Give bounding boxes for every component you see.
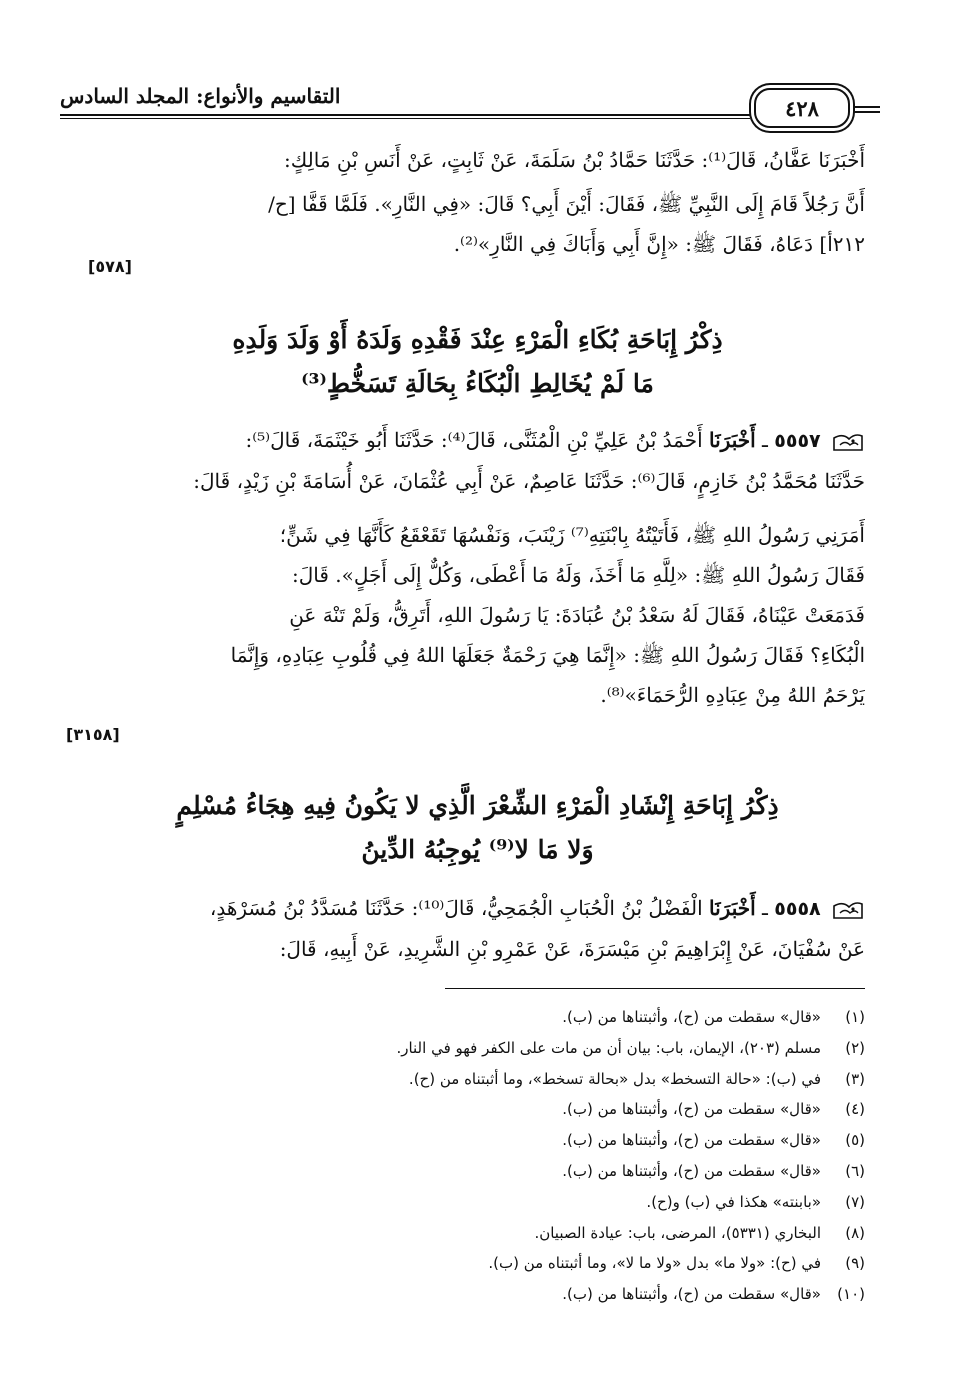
footnote-number: (١٠) (837, 1285, 865, 1304)
footnote (90, 1125, 865, 1156)
isnad-text: الْفَضْلُ بْنُ الْحُبَابِ الْجُمَحِيُّ، قَالَ⁽¹⁰⁾: حَدَّثَنَا مُسَدَّدُ بْنُ مُسَرْهَدٍ، (209, 896, 703, 920)
text-line: فَدَمَعَتْ عَيْنَاهُ، فَقَالَ لَهُ سَعْدُ بْنُ عُبَادَةَ: يَا رَسُولَ اللهِ، أَتَرِقُّ، وَلَمْ تَنْهَ عَنِ (289, 603, 865, 627)
footnote-text: في (ب): «حالة التسخط» بدل «بحالة تسخط»، وما أثبتناه من (ح). (408, 1069, 821, 1088)
footnote-text: «قال» سقطت من (ح)، وأثبتناها من (ب). (562, 1131, 821, 1150)
footnote-text: في (ح): «ولا ما» بدل «ولا ما لا»، وما أثبتناه من (ب). (488, 1254, 821, 1273)
heading-line: ذِكْرُ إِبَاحَةِ بُكَاءِ الْمَرْءِ عِنْدَ فَقْدِهِ وَلَدَهُ أَوْ وَلَدَ وَلَدِهِ (232, 325, 723, 354)
header-rule (852, 111, 880, 113)
footnote-number: (٤) (845, 1100, 865, 1119)
running-header (60, 70, 880, 130)
footnote (90, 1187, 865, 1218)
footnote-text: «قال» سقطت من (ح)، وأثبتناها من (ب). (562, 1100, 821, 1119)
text-line: أَخْبَرَنَا عَفَّانُ، قَالَ⁽¹⁾: حَدَّثَنَا حَمَّادُ بْنُ سَلَمَةَ، عَنْ ثَابِتٍ، عَنْ أَنَسِ بْنِ مَالِكٍ: (284, 148, 865, 172)
text-line: ٥٥٥٧ ـ أَخْبَرَنَا أَحْمَدُ بْنُ عَلِيِّ بْنِ الْمُثَنَّى، قَالَ⁽⁴⁾: حَدَّثَنَا أَبُو خَيْثَمَةَ، قَالَ⁽⁵⁾: (90, 420, 865, 461)
hadith-isnad (90, 420, 865, 501)
text-line: فَقَالَ رَسُولُ اللهِ ﷺ: «لِلَّهِ مَا أَخَذَ، وَلَهُ مَا أَعْطَى، وَكُلٌّ إِلَى أَجَلٍ». قَالَ: (291, 563, 865, 587)
hadith-ornament-icon (831, 899, 865, 921)
section-heading (90, 318, 865, 406)
footnote (90, 1248, 865, 1279)
footnote-text: مسلم (٢٠٣)، الإيمان، باب: بيان أن من مات على الكفر فهو في النار. (396, 1038, 821, 1057)
text-line: الْبُكَاءِ؟ فَقَالَ رَسُولُ اللهِ ﷺ: «إِنَّمَا هِيَ رَحْمَةٌ جَعَلَهَا اللهُ فِي قُلُوبِ عِبَادِهِ، وَإِنَّمَا (230, 643, 865, 667)
narration-label: أَخْبَرَنَا (709, 896, 756, 920)
isnad-text: أَحْمَدُ بْنُ عَلِيِّ بْنِ الْمُثَنَّى، قَالَ⁽⁴⁾: حَدَّثَنَا أَبُو خَيْثَمَةَ، قَالَ⁽⁵⁾: (245, 428, 703, 452)
footnote (90, 1033, 865, 1064)
text-line: يَرْحَمُ اللهُ مِنْ عِبَادِهِ الرُّحَمَاءَ»⁽⁸⁾. (600, 683, 865, 707)
hadith-text (90, 515, 865, 715)
footnote-text: «قال» سقطت من (ح)، وأثبتناها من (ب). (562, 1161, 821, 1180)
footnote (90, 1156, 865, 1187)
footnote (90, 1002, 865, 1033)
hadith-isnad (90, 888, 865, 969)
footnote-number: (٥) (845, 1131, 865, 1150)
footnote-number: (٦) (845, 1161, 865, 1180)
text-line: أَمَرَنِي رَسُولُ اللهِ ﷺ، فَأَتَيْتُهُ بِابْنَتِهِ⁽⁷⁾ زَيْنَبَ، وَنَفْسُهَا تَقَعْقَعُ كَأَنَّهَا فِي شَنٍّ؛ (279, 523, 865, 547)
footnotes (90, 1002, 865, 1310)
footnote-text: البخاري (٥٣٣١)، المرضى، باب: عيادة الصبيان. (534, 1223, 821, 1242)
footnote-separator (445, 988, 865, 989)
header-rule (60, 114, 750, 116)
text-line: ٥٥٥٨ ـ أَخْبَرَنَا الْفَضْلُ بْنُ الْحُبَابِ الْجُمَحِيُّ، قَالَ⁽¹⁰⁾: حَدَّثَنَا مُسَدَّدُ بْنُ مُسَرْهَدٍ، (90, 888, 865, 929)
page-number: ٤٢٨ (754, 88, 850, 128)
heading-line: مَا لَمْ يُخَالِطِ الْبُكَاءُ بِحَالَةِ تَسَخُّطٍ⁽³⁾ (301, 369, 654, 398)
heading-line: ذِكْرُ إِبَاحَةِ إِنْشَادِ الْمَرْءِ الشِّعْرَ الَّذِي لا يَكُونُ فِيهِ هِجَاءُ مُسْلِمٍ (176, 791, 779, 820)
footnote-text: «بابنته» هكذا في (ب) و(ح). (646, 1192, 821, 1211)
footnote-text: «قال» سقطت من (ح)، وأثبتناها من (ب). (562, 1008, 821, 1026)
hadith-reference: [٥٧٨] (88, 257, 132, 276)
footnote-number: (٣) (845, 1069, 865, 1088)
footnote (90, 1218, 865, 1249)
text-line: أَنَّ رَجُلاً قَامَ إِلَى النَّبِيِّ ﷺ، فَقَالَ: أَيْنَ أَبِي؟ قَالَ: «فِي النَّارِ». فَلَمَّا قَفَّا [ح/ (268, 192, 865, 216)
hadith-text-continuation (90, 140, 865, 264)
footnote-number: (٨) (845, 1223, 865, 1242)
header-rule (60, 118, 750, 119)
text-line: ٢١٢أ] دَعَاهُ، فَقَالَ ﷺ: «إِنَّ أَبِي وَأَبَاكَ فِي النَّارِ»⁽²⁾. (453, 232, 865, 256)
footnote-number: (٢) (845, 1038, 865, 1057)
footnote (90, 1279, 865, 1310)
footnote-text: «قال» سقطت من (ح)، وأثبتناها من (ب). (562, 1285, 821, 1304)
hadith-number: ٥٥٥٧ (774, 430, 821, 452)
text-line: حَدَّثَنَا مُحَمَّدُ بْنُ خَازِمٍ، قَالَ⁽⁶⁾: حَدَّثَنَا عَاصِمٌ، عَنْ أَبِي عُثْمَانَ، عَنْ أُسَامَةَ بْنِ زَيْدٍ، قَالَ: (193, 469, 865, 493)
hadith-ornament-icon (831, 431, 865, 453)
heading-line: وَلا مَا لا⁽⁹⁾ يُوجِبُهُ الدِّينُ (361, 835, 594, 864)
footnote-number: (٧) (845, 1192, 865, 1211)
section-heading (90, 784, 865, 872)
footnote (90, 1094, 865, 1125)
footnote (90, 1064, 865, 1095)
footnote-number: (٩) (845, 1254, 865, 1273)
header-title: التقاسيم والأنواع: المجلد السادس (60, 84, 341, 108)
narration-label: أَخْبَرَنَا (709, 428, 756, 452)
footnote-number: (١) (845, 1008, 865, 1026)
hadith-number: ٥٥٥٨ (774, 898, 821, 920)
hadith-reference: [٣١٥٨] (66, 725, 120, 744)
text-line: عَنْ سُفْيَانَ، عَنْ إِبْرَاهِيمَ بْنِ مَيْسَرَةَ، عَنْ عَمْرِو بْنِ الشَّرِيدِ، عَنْ أَبِيهِ، قَالَ: (279, 937, 865, 961)
header-rule (852, 106, 880, 108)
